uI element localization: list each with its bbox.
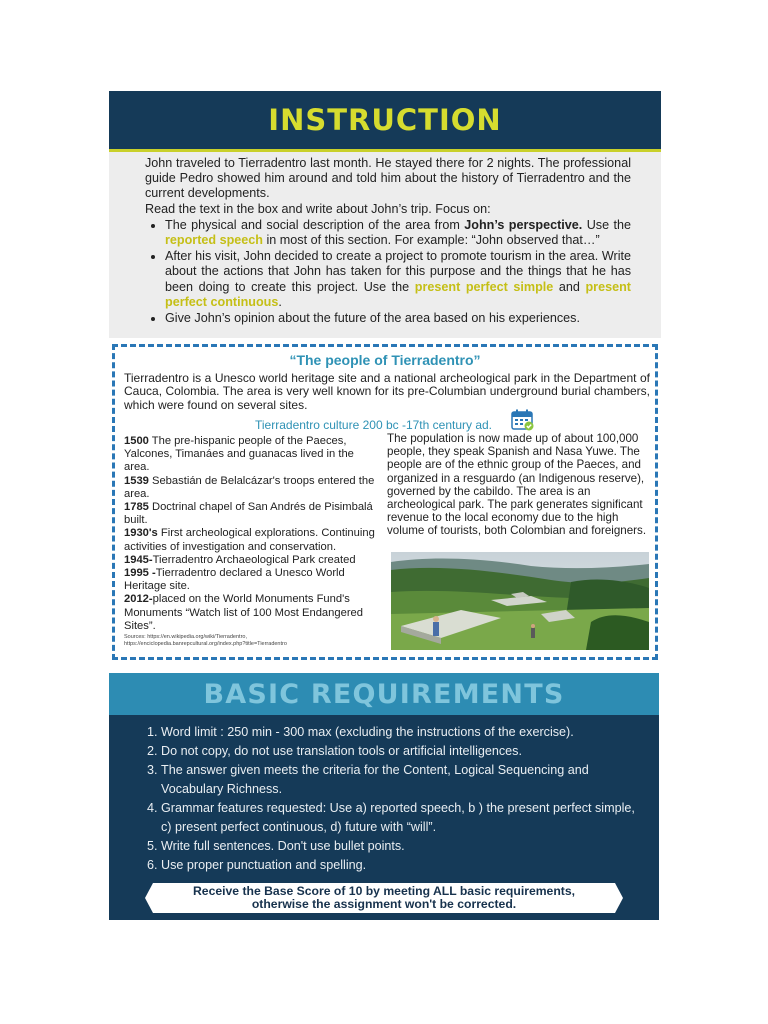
instruction-bullet: • Give John’s opinion about the future of the area based on his experiences. — [165, 311, 631, 326]
timeline-text: First archeological explorations. Continuing activities of investigation and conservation. — [124, 527, 375, 553]
requirement-text: Grammar features requested: Use a) reported speech, b ) the present perfect simple, c) present perfect continuous, d) future with “will”. — [161, 801, 635, 834]
timeline-entry — [124, 527, 380, 553]
story-title: “The people of Tierradentro” — [289, 352, 481, 368]
requirement-number: 1. — [147, 725, 158, 739]
timeline-year: 1945- — [124, 553, 153, 566]
requirement-item — [147, 723, 637, 742]
timeline-entry — [124, 475, 380, 501]
bullet-text: The physical and social description of the area from — [165, 217, 465, 232]
requirement-number: 2. — [147, 744, 158, 758]
bullet-bold: John’s perspective. — [464, 217, 583, 232]
requirement-number: 5. — [147, 839, 158, 853]
timeline-year: 1930's — [124, 527, 158, 540]
bullet-text: and — [553, 279, 586, 294]
timeline-entry — [124, 435, 380, 475]
requirement-number: 4. — [147, 801, 158, 815]
bullet-text: Use the — [582, 217, 631, 232]
timeline-year: 1995 - — [124, 567, 156, 580]
instruction-title: INSTRUCTION — [268, 103, 502, 137]
timeline — [124, 435, 380, 633]
timeline-entry — [124, 567, 380, 593]
requirements-list — [147, 723, 637, 875]
instruction-read-line: Read the text in the box and write about John’s trip. Focus on: — [145, 201, 491, 216]
timeline-year: 1539 — [124, 474, 149, 487]
timeline-entry — [124, 501, 380, 527]
calendar-icon — [511, 409, 535, 431]
bullet-text: . — [278, 294, 282, 309]
timeline-text: Tierradentro Archaeological Park created — [152, 553, 356, 566]
banner-line-2: otherwise the assignment won't be corrected. — [251, 896, 517, 911]
landscape-photo — [391, 552, 649, 650]
timeline-entry — [124, 593, 380, 633]
requirement-text: Do not copy, do not use translation tools or artificial intelligences. — [161, 744, 522, 758]
bullet-text: in most of this section. For example: “John observed that…” — [262, 233, 600, 248]
instruction-header — [109, 91, 661, 152]
bullet-text: After his visit, John decided to create a project to promote tourism in the area. Write about the actions that John has taken for this purpose and the things that he has been doing to create this project. Use the — [165, 249, 631, 294]
source-link-1[interactable]: Sources: https://en.wikipedia.org/wiki/Tierradentro, — [124, 634, 247, 640]
instruction-bullets — [145, 218, 631, 326]
story-box — [112, 344, 658, 660]
timeline-text: placed on the World Monuments Fund's Monuments “Watch list of 100 Most Endangered Sites”. — [124, 593, 363, 632]
highlight-reported-speech: reported speech — [165, 233, 263, 248]
requirement-item — [147, 856, 637, 875]
culture-line: Tierradentro culture 200 bc -17th century ad. — [255, 418, 493, 432]
requirement-item — [147, 837, 637, 856]
source-link-2[interactable]: https://enciclopedia.banrepcultural.org/index.php?title=Tierradentro — [124, 641, 287, 647]
requirement-text: The answer given meets the criteria for the Content, Logical Sequencing and Vocabulary Richness. — [161, 763, 589, 796]
score-banner — [145, 883, 623, 913]
sources — [124, 634, 374, 648]
timeline-year: 2012- — [124, 593, 153, 606]
highlight-present-perfect-continuous: present perfect continuous — [165, 279, 631, 309]
instruction-body — [109, 152, 661, 338]
instruction-intro: John traveled to Tierradentro last month. He stayed there for 2 nights. The professional guide Pedro showed him around and told him about the history of Tierradentro and the current developments. — [145, 156, 631, 201]
requirement-number: 6. — [147, 858, 158, 872]
banner-line-1: Receive the Base Score of 10 by meeting ALL basic requirements, — [192, 884, 576, 898]
requirement-number: 3. — [147, 763, 158, 777]
timeline-entry — [124, 554, 380, 567]
timeline-text: Tierradentro declared a Unesco World Heritage site. — [124, 567, 345, 593]
population-text: The population is now made up of about 100,000 people, they speak Spanish and Nasa Yuwe. The people are of the ethnic group of the Paeces, and organized in a resguardo (an Indigenous reserve), governed by the cabildo. The area is an archeological park. The park generates significant revenue to the local economy due to the high volume of tourists, both Colombian and foreigners. — [387, 432, 647, 538]
requirement-item — [147, 742, 637, 761]
requirement-text: Write full sentences. Don't use bullet points. — [161, 839, 405, 853]
requirements-header — [109, 673, 659, 715]
banner-text — [145, 885, 623, 910]
timeline-text: Doctrinal chapel of San Andrés de Pisimbalá built. — [124, 501, 373, 527]
timeline-text: Sebastián de Belalcázar's troops entered the area. — [124, 474, 375, 500]
requirement-text: Use proper punctuation and spelling. — [161, 858, 367, 872]
instruction-bullet — [165, 218, 631, 248]
requirements-title: BASIC REQUIREMENTS — [203, 678, 565, 710]
highlight-present-perfect-simple: present perfect simple — [414, 279, 554, 294]
timeline-text: The pre-hispanic people of the Paeces, Yalcones, Timanáes and guanacas lived in the area. — [124, 435, 354, 474]
requirement-item — [147, 799, 637, 837]
instruction-bullet — [165, 249, 631, 310]
requirement-text: Word limit : 250 min - 300 max (excluding the instructions of the exercise). — [161, 725, 574, 739]
requirement-item — [147, 761, 637, 799]
timeline-year: 1500 — [124, 435, 149, 447]
timeline-year: 1785 — [124, 501, 149, 514]
story-intro: Tierradentro is a Unesco world heritage site and a national archeological park in the Department of Cauca, Colombia. The area is very well known for its pre-Columbian underground burial chambers, which were found on several sites. — [124, 371, 650, 412]
